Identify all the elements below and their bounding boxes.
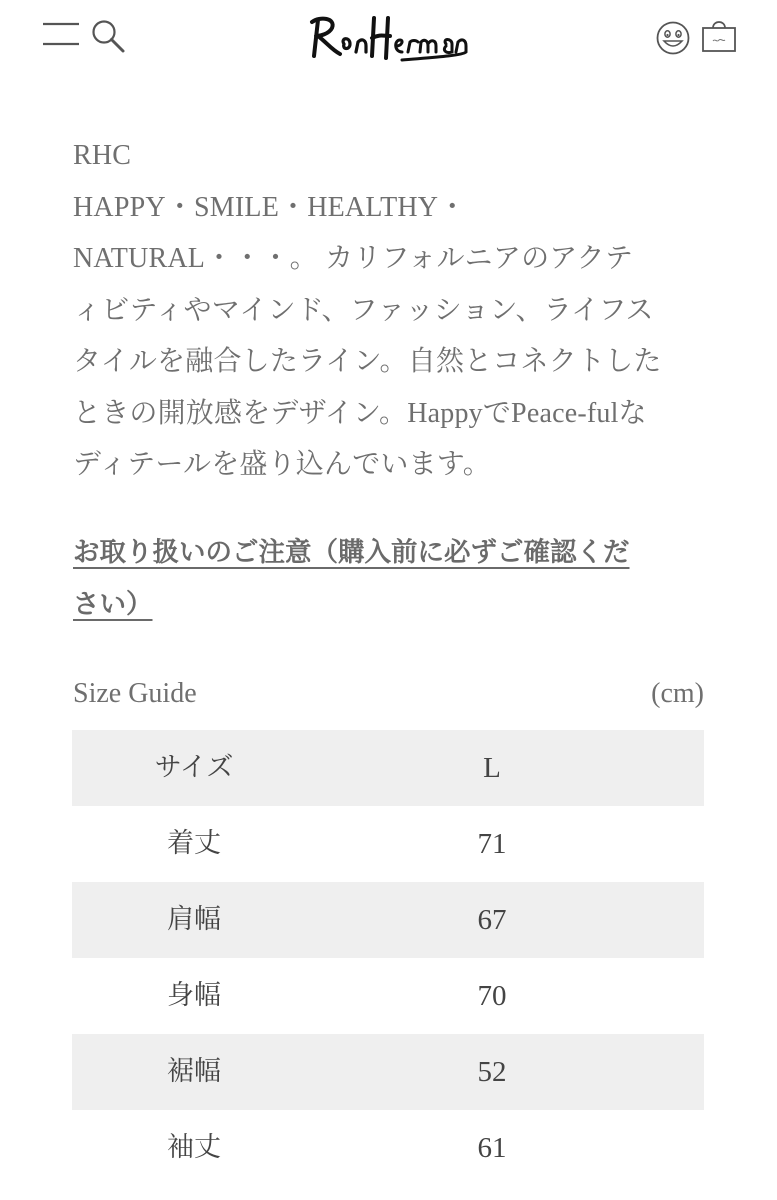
table-row [72,730,704,806]
smiley-face-icon[interactable] [655,20,691,56]
size-label: 裾幅 [167,1056,221,1087]
size-value: 70 [477,980,507,1012]
table-row [72,1110,704,1186]
notice-line[interactable]: お取り扱いのご注意（購入前に必ずご確認くだ [73,537,630,568]
table-row [72,1034,704,1110]
notice-line[interactable]: さい） [73,589,153,620]
size-value: 52 [477,1056,507,1088]
description-line: ときの開放感をデザイン。HappyでPeace-fulな [73,397,647,429]
size-guide-title: Size Guide [73,678,197,709]
table-row [72,806,704,882]
handling-notice-link[interactable] [73,527,713,631]
search-icon[interactable] [90,18,126,54]
shopping-bag-icon[interactable] [700,16,738,54]
size-value: 61 [477,1132,507,1164]
size-guide-header [73,672,704,716]
product-description [73,130,713,491]
size-value: L [483,752,501,784]
size-value: 67 [477,904,507,936]
size-label: 袖丈 [167,1132,221,1163]
table-row [72,958,704,1034]
description-line: HAPPY・SMILE・HEALTHY・ [73,191,467,223]
size-label: 肩幅 [167,904,221,935]
hamburger-menu-icon[interactable] [42,20,80,48]
ron-herman-logo[interactable] [306,12,472,66]
description-line: ディテールを盛り込んでいます。 [73,449,491,480]
size-guide-unit: (cm) [651,678,704,709]
size-label: 着丈 [167,828,221,859]
size-table [72,730,704,1186]
size-value: 71 [477,828,507,860]
description-line: RHC [73,140,132,171]
site-header [0,0,777,80]
description-line: ィビティやマインド、ファッション、ライフス [73,294,654,326]
description-line: NATURAL・・・。 カリフォルニアのアクテ [73,243,634,274]
size-label: サイズ [154,752,234,783]
description-line: タイルを融合したライン。自然とコネクトした [73,346,662,377]
table-row [72,882,704,958]
size-label: 身幅 [167,980,221,1011]
